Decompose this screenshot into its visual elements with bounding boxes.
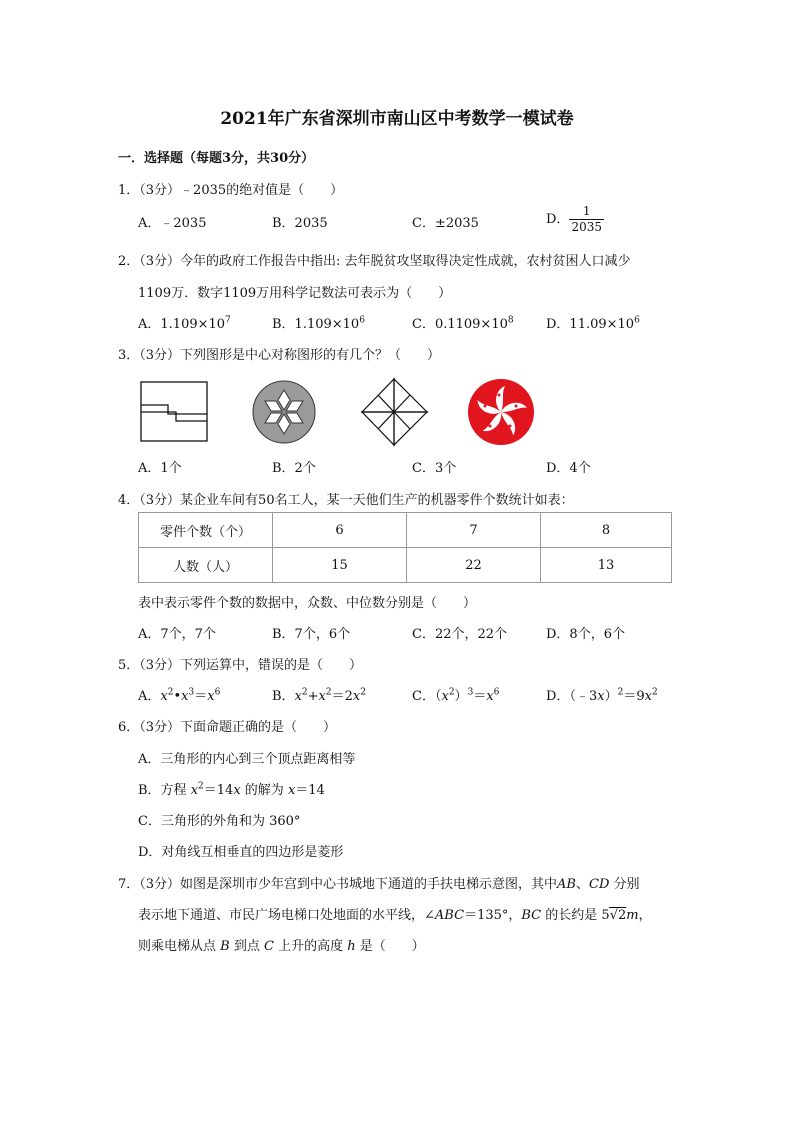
- page-title: 2021年广东省深圳市南山区中考数学一模试卷: [220, 109, 574, 129]
- q6-option-a: A．三角形的内心到三个顶点距离相等: [138, 752, 356, 767]
- question-2-stem-line1: 2．（3分）今年的政府工作报告中指出: 去年脱贫攻坚取得决定性成就，农村贫困人口减少: [118, 254, 631, 269]
- q5-option-a-label: A．: [138, 689, 161, 704]
- q5-option-d: D．$(﹣3x)^2=9x^2$: [546, 687, 658, 704]
- table-cell: 6: [273, 513, 407, 548]
- q1-option-d-label: D．: [546, 212, 570, 227]
- q5-option-b-label: B．: [272, 689, 295, 704]
- figure-notched-rectangles: [140, 381, 210, 443]
- q6-option-b-label: B．方程: [138, 783, 187, 798]
- question-1-stem: 1．（3分）﹣2035的绝对值是（ ）: [118, 183, 344, 198]
- table-row: [139, 548, 672, 583]
- q1-option-c: C．±2035: [412, 216, 479, 231]
- q1-option-d: [546, 204, 604, 235]
- q1-option-a: A．﹣2035: [138, 216, 207, 231]
- data-table: [138, 512, 672, 583]
- question-2-stem-line2: 1109万．数字1109万用科学记数法可表示为（ ）: [138, 286, 452, 301]
- question-4-stem: 4．（3分）某企业车间有50名工人，某一天他们生产的机器零件个数统计如表：: [118, 493, 574, 508]
- q4-option-a: A．7个，7个: [138, 627, 216, 642]
- q2-option-d-text: D．11.09×10: [546, 317, 635, 332]
- question-4-followup: 表中表示零件个数的数据中，众数、中位数分别是（ ）: [138, 596, 477, 611]
- q2-option-c-text: C．0.1109×10: [412, 317, 508, 332]
- table-cell: 人数（人）: [139, 548, 273, 583]
- q6-option-d: D．对角线互相垂直的四边形是菱形: [138, 845, 344, 860]
- q2-option-a-text: A．1.109×10: [138, 317, 226, 332]
- section-heading: 一．选择题（每题3分，共30分）: [118, 151, 315, 166]
- table-cell: 22: [407, 548, 541, 583]
- question-5-stem: 5．（3分）下列运算中，错误的是（ ）: [118, 658, 363, 673]
- q6-option-c: C．三角形的外角和为 360°: [138, 814, 301, 829]
- q4-option-c: C．22个，22个: [412, 627, 508, 642]
- q2-option-d-exponent: 6: [634, 315, 640, 326]
- q2-option-a-exponent: 7: [225, 315, 231, 326]
- q2-option-c: [412, 313, 514, 332]
- q7-text-2: 表示地下通道、市民广场电梯口处地面的水平线，: [138, 908, 425, 923]
- table-row: [139, 513, 672, 548]
- figure-circle-with-star: [251, 379, 317, 445]
- figure-pinwheel: [358, 377, 430, 447]
- table-cell: 15: [273, 548, 407, 583]
- question-6-stem: 6．（3分）下面命题正确的是（ ）: [118, 720, 337, 735]
- question-7-stem-line3: 则乘电梯从点 B 到点 C 上升的高度 h 是（ ）: [138, 939, 425, 954]
- fraction-denominator: 2035: [571, 220, 602, 234]
- q4-option-d: D．8个，6个: [546, 627, 625, 642]
- question-7-stem-line2: 表示地下通道、市民广场电梯口处地面的水平线，∠ABC＝135°，BC 的长约是 5√2m，: [138, 908, 652, 923]
- q5-option-c: C．$(x^2)^3=x^6$: [412, 687, 500, 704]
- q5-option-d-label: D．: [546, 689, 570, 704]
- q2-option-a: [138, 313, 231, 332]
- q3-option-b: B．2个: [272, 461, 316, 476]
- figure-bauhinia-flag: [467, 378, 535, 446]
- q7-text-1: 7．（3分）如图是深圳市少年宫到中心书城地下通道的手扶电梯示意图，其中: [118, 877, 558, 892]
- q2-option-b-exponent: 6: [359, 315, 365, 326]
- q3-option-a: A．1个: [138, 461, 182, 476]
- q7-text-3: 则乘电梯从点: [138, 939, 217, 954]
- q2-option-b-text: B．1.109×10: [272, 317, 360, 332]
- q3-option-d: D．4个: [546, 461, 591, 476]
- q2-option-b: [272, 313, 365, 332]
- q1-option-b: B．2035: [272, 216, 328, 231]
- fraction: [569, 204, 604, 235]
- question-7-stem-line1: 7．（3分）如图是深圳市少年宫到中心书城地下通道的手扶电梯示意图，其中AB、CD 分别: [118, 877, 640, 892]
- q5-option-c-label: C．: [412, 689, 435, 704]
- q2-option-c-exponent: 8: [507, 315, 514, 326]
- q2-option-d: [546, 313, 640, 332]
- table-cell: 8: [541, 513, 672, 548]
- q5-option-b: B．$x^2+x^2=2x^2$: [272, 687, 366, 704]
- fraction-numerator: 1: [582, 204, 591, 218]
- table-cell: 7: [407, 513, 541, 548]
- question-3-stem: 3．（3分）下列图形是中心对称图形的有几个？（ ）: [118, 348, 441, 363]
- table-cell: 零件个数（个）: [139, 513, 273, 548]
- q6-option-b: B．方程 $x^2=14x$ 的解为 x＝14: [138, 781, 325, 798]
- q5-option-a: A．$x^2•x^3=x^6$: [138, 687, 221, 704]
- q4-option-b: B．7个，6个: [272, 627, 351, 642]
- q3-option-c: C．3个: [412, 461, 457, 476]
- table-cell: 13: [541, 548, 672, 583]
